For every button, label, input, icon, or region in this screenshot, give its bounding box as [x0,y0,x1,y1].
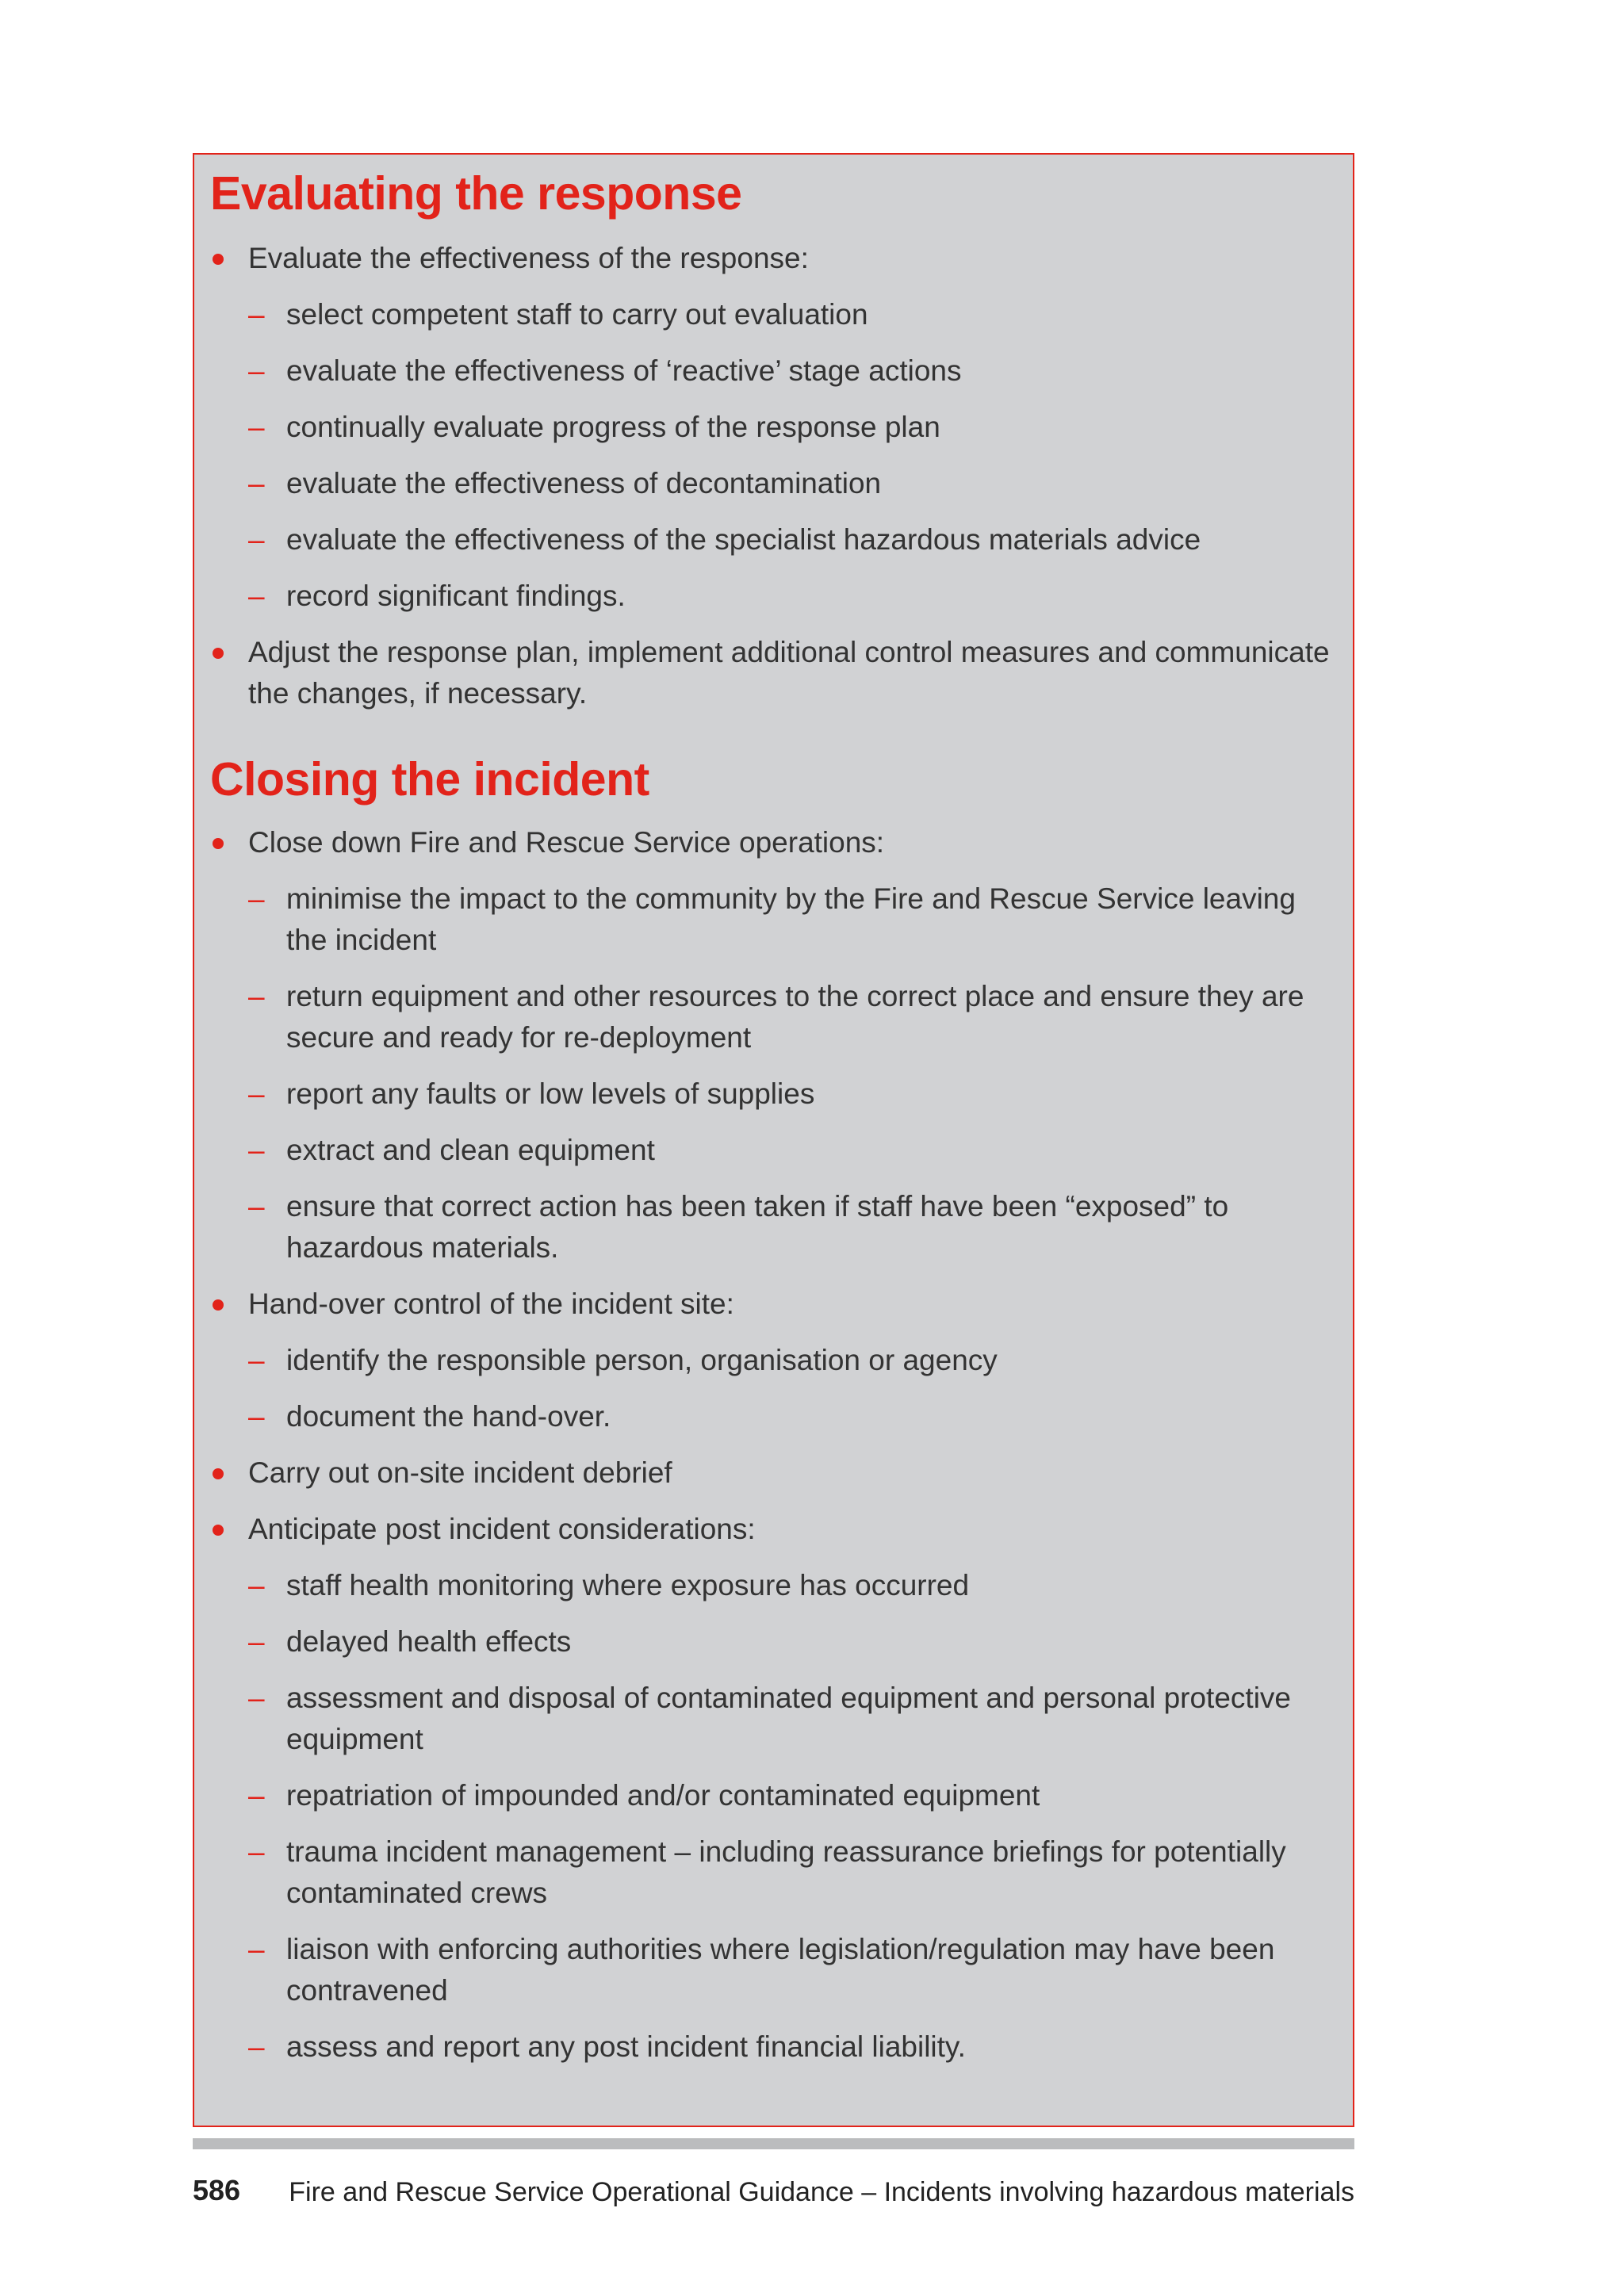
closing-bullet-list [210,822,1339,2068]
sub-list-item: – liaison with enforcing authorities where legislation/regulation may have been contravened [248,1929,1339,2011]
sub-list-item: – return equipment and other resources to the correct place and ensure they are secure and ready for re-deployment [248,976,1339,1058]
sub-list-item: – report any faults or low levels of supplies [248,1073,1339,1115]
sub-list-item: – record significant findings. [248,576,1339,617]
footer-divider [193,2138,1354,2149]
sub-list-item: – ensure that correct action has been taken if staff have been “exposed” to hazardous materials. [248,1186,1339,1269]
sub-list-item: – staff health monitoring where exposure has occurred [248,1565,1339,1606]
guidance-panel [193,153,1354,2127]
sub-list-item: – extract and clean equipment [248,1130,1339,1171]
list-item [210,238,1339,617]
sub-list-item: – repatriation of impounded and/or contaminated equipment [248,1775,1339,1816]
bullet-text: Adjust the response plan, implement additional control measures and communicate the changes, if necessary. [248,636,1330,710]
bullet-text: Evaluate the effectiveness of the response: [248,242,809,274]
section-heading-closing: Closing the incident [210,753,649,806]
sub-list-item: – evaluate the effectiveness of ‘reactive’ stage actions [248,350,1339,392]
sub-list [248,1565,1339,2068]
list-item [210,1452,1339,1494]
sub-list-item: – delayed health effects [248,1621,1339,1663]
sub-list-item: – continually evaluate progress of the response plan [248,407,1339,448]
sub-list-item: – trauma incident management – including reassurance briefings for potentially contaminated crews [248,1831,1339,1914]
sub-list [248,1340,1339,1437]
list-item [210,1509,1339,2068]
sub-list-item: – minimise the impact to the community by the Fire and Rescue Service leaving the incident [248,878,1339,961]
list-item [210,1284,1339,1437]
sub-list [248,878,1339,1269]
sub-list-item: – select competent staff to carry out evaluation [248,294,1339,335]
list-item [210,632,1339,714]
list-item [210,822,1339,1269]
section-heading-evaluating: Evaluating the response [210,167,742,220]
sub-list-item: – identify the responsible person, organisation or agency [248,1340,1339,1381]
bullet-text: Carry out on-site incident debrief [248,1456,672,1489]
bullet-text: Close down Fire and Rescue Service operations: [248,826,885,859]
evaluating-bullet-list [210,238,1339,714]
page-number: 586 [193,2174,241,2206]
sub-list-item: – assessment and disposal of contaminated equipment and personal protective equipment [248,1678,1339,1760]
bullet-text: Hand-over control of the incident site: [248,1288,734,1320]
bullet-text: Anticipate post incident considerations: [248,1513,756,1545]
sub-list-item: – evaluate the effectiveness of the specialist hazardous materials advice [248,519,1339,561]
sub-list-item: – document the hand-over. [248,1396,1339,1437]
sub-list-item: – assess and report any post incident financial liability. [248,2026,1339,2068]
running-footer-title: Fire and Rescue Service Operational Guidance – Incidents involving hazardous materials [289,2177,1354,2207]
sub-list-item: – evaluate the effectiveness of decontamination [248,463,1339,504]
sub-list [248,294,1339,617]
